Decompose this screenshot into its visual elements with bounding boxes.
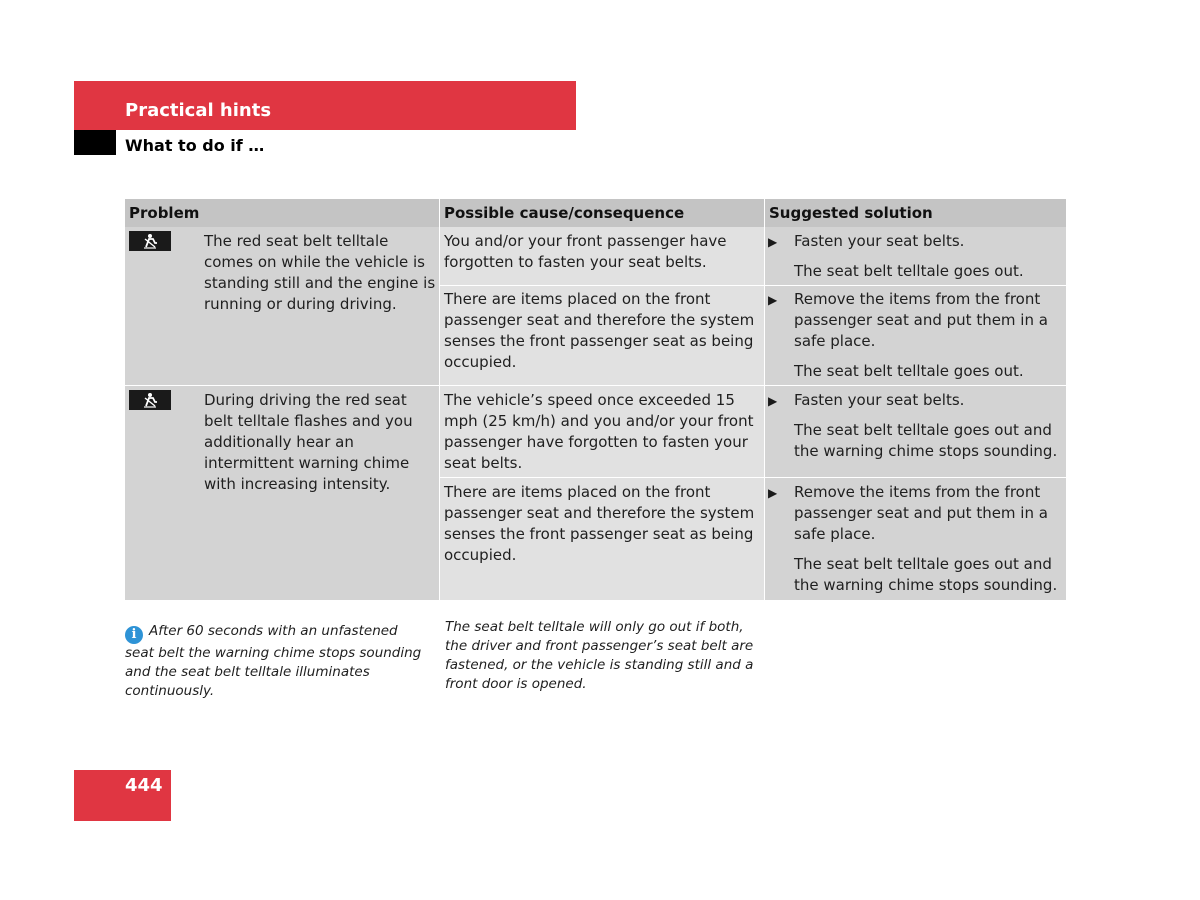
black-tab-marker xyxy=(74,130,116,155)
page-number: 444 xyxy=(125,775,163,796)
bullet-arrow-icon: ▶ xyxy=(768,394,778,408)
cause-text: There are items placed on the front passenger seat and therefore the system senses the front passenger seat as being occupied. xyxy=(444,290,755,371)
cause-text: The vehicle’s speed once exceeded 15 mph (25 km/h) and you and/or your front passenger have forgotten to fasten your seat belts. xyxy=(444,391,754,472)
info-note xyxy=(125,622,425,701)
page-subtitle: What to do if … xyxy=(125,136,265,155)
bullet-arrow-icon: ▶ xyxy=(768,293,778,307)
telltale-note: The seat belt telltale will only go out if both, the driver and front passenger’s seat belt are fastened, or the vehicle is standing still and a front door is opened. xyxy=(445,619,754,692)
column-header-solution: Suggested solution xyxy=(765,199,1066,227)
bullet-arrow-icon: ▶ xyxy=(768,486,778,500)
info-icon: i xyxy=(125,626,143,644)
info-note-text: After 60 seconds with an unfastened seat belt the warning chime stops sounding and the seat belt telltale illuminates continuously. xyxy=(125,623,422,699)
problem-text: The red seat belt telltale comes on while the vehicle is standing still and the engine is running or during driving. xyxy=(204,232,436,313)
solution-action: Fasten your seat belts. xyxy=(794,391,965,409)
cause-text: You and/or your front passenger have forgotten to fasten your seat belts. xyxy=(444,232,727,271)
problem-text: During driving the red seat belt telltale flashes and you additionally hear an intermittent warning chime with increasing intensity. xyxy=(204,391,413,493)
bullet-arrow-icon: ▶ xyxy=(768,235,778,249)
seat-belt-telltale-icon xyxy=(129,231,171,251)
solution-result: The seat belt telltale goes out. xyxy=(794,362,1024,380)
seat-belt-telltale-icon xyxy=(129,390,171,410)
column-header-problem: Problem xyxy=(125,199,439,227)
solution-result: The seat belt telltale goes out and the warning chime stops sounding. xyxy=(794,421,1058,460)
solution-action: Fasten your seat belts. xyxy=(794,232,965,250)
solution-action: Remove the items from the front passenger seat and put them in a safe place. xyxy=(794,483,1048,543)
solution-action: Remove the items from the front passenger seat and put them in a safe place. xyxy=(794,290,1048,350)
section-title: Practical hints xyxy=(125,100,272,121)
solution-result: The seat belt telltale goes out. xyxy=(794,262,1024,280)
solution-result: The seat belt telltale goes out and the warning chime stops sounding. xyxy=(794,555,1058,594)
cause-text: There are items placed on the front passenger seat and therefore the system senses the front passenger seat as being occupied. xyxy=(444,483,755,564)
column-header-cause: Possible cause/consequence xyxy=(440,199,764,227)
